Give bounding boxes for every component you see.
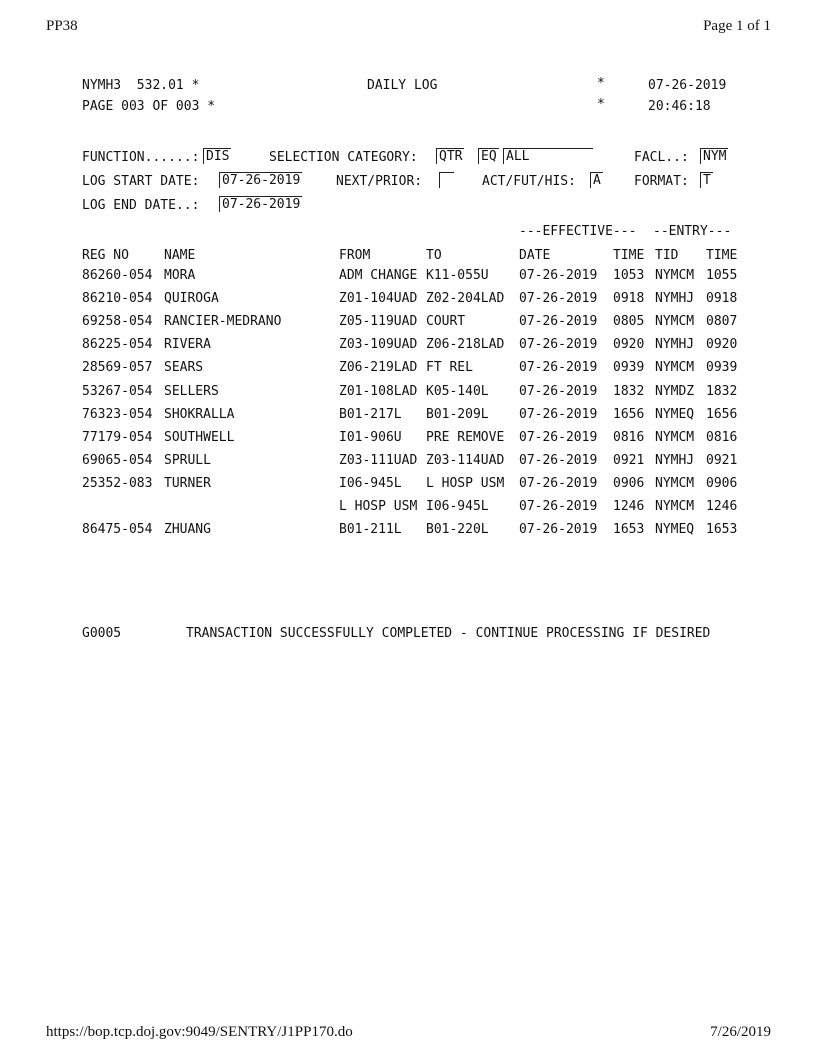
cell-time: 0906 <box>613 475 645 491</box>
cell-from: Z06-219LAD <box>339 360 418 376</box>
cell-name: SOUTHWELL <box>164 429 235 445</box>
cell-name: RANCIER-MEDRANO <box>164 314 282 330</box>
col-from: FROM <box>339 248 371 263</box>
cell-time: 1653 <box>613 522 645 538</box>
cell-date: 07-26-2019 <box>519 337 598 353</box>
selection-category-input[interactable]: QTR <box>436 148 464 164</box>
page-info: PAGE 003 OF 003 * <box>82 99 216 114</box>
cell-name: SHOKRALLA <box>164 406 235 422</box>
cell-time: 0939 <box>613 360 645 376</box>
log-end-input[interactable]: 07-26-2019 <box>219 196 302 212</box>
cell-time: 0921 <box>613 452 645 468</box>
log-end-label: LOG END DATE..: <box>82 198 200 213</box>
cell-reg-no: 86260-054 <box>82 268 153 283</box>
cell-date: 07-26-2019 <box>519 406 598 422</box>
criteria-input[interactable]: ALL <box>503 148 593 164</box>
cell-entry-time: 0807 <box>706 314 738 330</box>
cell-tid: NYMCM <box>655 429 695 445</box>
cell-to: K11-055U <box>426 268 489 283</box>
cell-name: ZHUANG <box>164 522 211 538</box>
cell-entry-time: 1656 <box>706 406 738 422</box>
cell-reg-no: 86225-054 <box>82 337 153 353</box>
cell-time: 1656 <box>613 406 645 422</box>
cell-tid: NYMHJ <box>655 337 695 353</box>
cell-tid: NYMCM <box>655 360 695 376</box>
cell-time: 1053 <box>613 268 645 283</box>
header-star-2: * <box>597 97 605 112</box>
col-date: DATE <box>519 248 551 263</box>
function-input[interactable]: DIS <box>203 148 231 164</box>
cell-time: 0805 <box>613 314 645 330</box>
cell-name: SELLERS <box>164 383 219 399</box>
cell-entry-time: 0918 <box>706 291 738 307</box>
cell-date: 07-26-2019 <box>519 452 598 468</box>
screen-title: DAILY LOG <box>367 78 438 93</box>
cell-to: Z02-204LAD <box>426 291 505 307</box>
cell-entry-time: 0921 <box>706 452 738 468</box>
cell-reg-no: 69258-054 <box>82 314 153 330</box>
cell-date: 07-26-2019 <box>519 383 598 399</box>
act-fut-his-input[interactable]: A <box>590 172 603 188</box>
cell-entry-time: 1832 <box>706 383 738 399</box>
footer-url: https://bop.tcp.doj.gov:9049/SENTRY/J1PP170.do <box>46 1024 353 1040</box>
cell-from: L HOSP USM <box>339 499 418 514</box>
cell-entry-time: 0816 <box>706 429 738 445</box>
cell-to: Z06-218LAD <box>426 337 505 353</box>
col-to: TO <box>426 248 442 263</box>
col-name: NAME <box>164 248 196 263</box>
col-entry-time: TIME <box>706 248 738 263</box>
format-label: FORMAT: <box>634 174 689 189</box>
cell-reg-no: 76323-054 <box>82 406 153 422</box>
cell-date: 07-26-2019 <box>519 268 598 283</box>
cell-time: 1246 <box>613 499 645 514</box>
cell-date: 07-26-2019 <box>519 360 598 376</box>
cell-date: 07-26-2019 <box>519 429 598 445</box>
cell-time: 0918 <box>613 291 645 307</box>
form-id: PP38 <box>46 18 78 34</box>
cell-name: RIVERA <box>164 337 211 353</box>
cell-reg-no: 69065-054 <box>82 452 153 468</box>
cell-to: COURT <box>426 314 466 330</box>
cell-date: 07-26-2019 <box>519 291 598 307</box>
cell-from: Z01-104UAD <box>339 291 418 307</box>
cell-name: TURNER <box>164 475 211 491</box>
format-input[interactable]: T <box>700 172 713 188</box>
footer-date: 7/26/2019 <box>710 1024 771 1040</box>
act-fut-his-label: ACT/FUT/HIS: <box>482 174 576 189</box>
cell-reg-no: 25352-083 <box>82 475 153 491</box>
cell-time: 1832 <box>613 383 645 399</box>
cell-to: PRE REMOVE <box>426 429 505 445</box>
cell-to: K05-140L <box>426 383 489 399</box>
cell-from: Z01-108LAD <box>339 383 418 399</box>
cell-from: Z03-111UAD <box>339 452 418 468</box>
cell-name: QUIROGA <box>164 291 219 307</box>
cell-from: B01-217L <box>339 406 402 422</box>
cell-date: 07-26-2019 <box>519 314 598 330</box>
cell-to: FT REL <box>426 360 473 376</box>
cell-to: Z03-114UAD <box>426 452 505 468</box>
cell-entry-time: 0939 <box>706 360 738 376</box>
cell-reg-no: 86210-054 <box>82 291 153 307</box>
col-reg-no: REG NO <box>82 248 129 263</box>
header-star: * <box>597 76 605 91</box>
cell-time: 0816 <box>613 429 645 445</box>
cell-name: MORA <box>164 268 196 283</box>
cell-reg-no: 86475-054 <box>82 522 153 538</box>
function-label: FUNCTION......: <box>82 150 200 165</box>
cell-tid: NYMEQ <box>655 522 695 538</box>
cell-reg-no: 53267-054 <box>82 383 153 399</box>
cell-tid: NYMCM <box>655 499 695 514</box>
cell-from: B01-211L <box>339 522 402 538</box>
cell-entry-time: 1055 <box>706 268 738 283</box>
cell-to: L HOSP USM <box>426 475 505 491</box>
cell-tid: NYMCM <box>655 475 695 491</box>
cell-tid: NYMCM <box>655 268 695 283</box>
cell-tid: NYMDZ <box>655 383 695 399</box>
cell-reg-no: 28569-057 <box>82 360 153 376</box>
screen-date: 07-26-2019 <box>648 78 727 93</box>
cell-entry-time: 1653 <box>706 522 738 538</box>
screen-time: 20:46:18 <box>648 99 711 114</box>
cell-from: I06-945L <box>339 475 402 491</box>
selection-label: SELECTION CATEGORY: <box>269 150 418 165</box>
cell-from: Z03-109UAD <box>339 337 418 353</box>
cell-from: I01-906U <box>339 429 402 445</box>
cell-tid: NYMCM <box>655 314 695 330</box>
cell-reg-no: 77179-054 <box>82 429 153 445</box>
log-start-label: LOG START DATE: <box>82 174 200 189</box>
col-time: TIME <box>613 248 645 263</box>
operator-input[interactable]: EQ <box>478 148 499 164</box>
cell-tid: NYMHJ <box>655 291 695 307</box>
table-header <box>82 248 738 268</box>
cell-name: SEARS <box>164 360 204 376</box>
cell-entry-time: 0920 <box>706 337 738 353</box>
cell-to: I06-945L <box>426 499 489 514</box>
cell-name: SPRULL <box>164 452 211 468</box>
facl-label: FACL..: <box>634 150 689 165</box>
facl-input[interactable]: NYM <box>700 148 728 164</box>
cell-time: 0920 <box>613 337 645 353</box>
cell-entry-time: 1246 <box>706 499 738 514</box>
cell-tid: NYMEQ <box>655 406 695 422</box>
status-message: TRANSACTION SUCCESSFULLY COMPLETED - CONTINUE PROCESSING IF DESIRED <box>186 626 711 641</box>
cell-from: ADM CHANGE <box>339 268 418 283</box>
cell-date: 07-26-2019 <box>519 522 598 538</box>
entry-group-header: --ENTRY--- <box>653 224 732 239</box>
status-code: G0005 <box>82 626 122 641</box>
cell-tid: NYMHJ <box>655 452 695 468</box>
page-label: Page 1 of 1 <box>703 18 771 34</box>
cell-entry-time: 0906 <box>706 475 738 491</box>
next-prior-input[interactable] <box>439 172 454 188</box>
cell-to: B01-209L <box>426 406 489 422</box>
cell-to: B01-220L <box>426 522 489 538</box>
next-prior-label: NEXT/PRIOR: <box>336 174 423 189</box>
log-start-input[interactable]: 07-26-2019 <box>219 172 302 188</box>
cell-date: 07-26-2019 <box>519 499 598 514</box>
cell-from: Z05-119UAD <box>339 314 418 330</box>
terminal-id: NYMH3 532.01 * <box>82 78 200 93</box>
cell-date: 07-26-2019 <box>519 475 598 491</box>
effective-group-header: ---EFFECTIVE--- <box>519 224 637 239</box>
col-tid: TID <box>655 248 679 263</box>
